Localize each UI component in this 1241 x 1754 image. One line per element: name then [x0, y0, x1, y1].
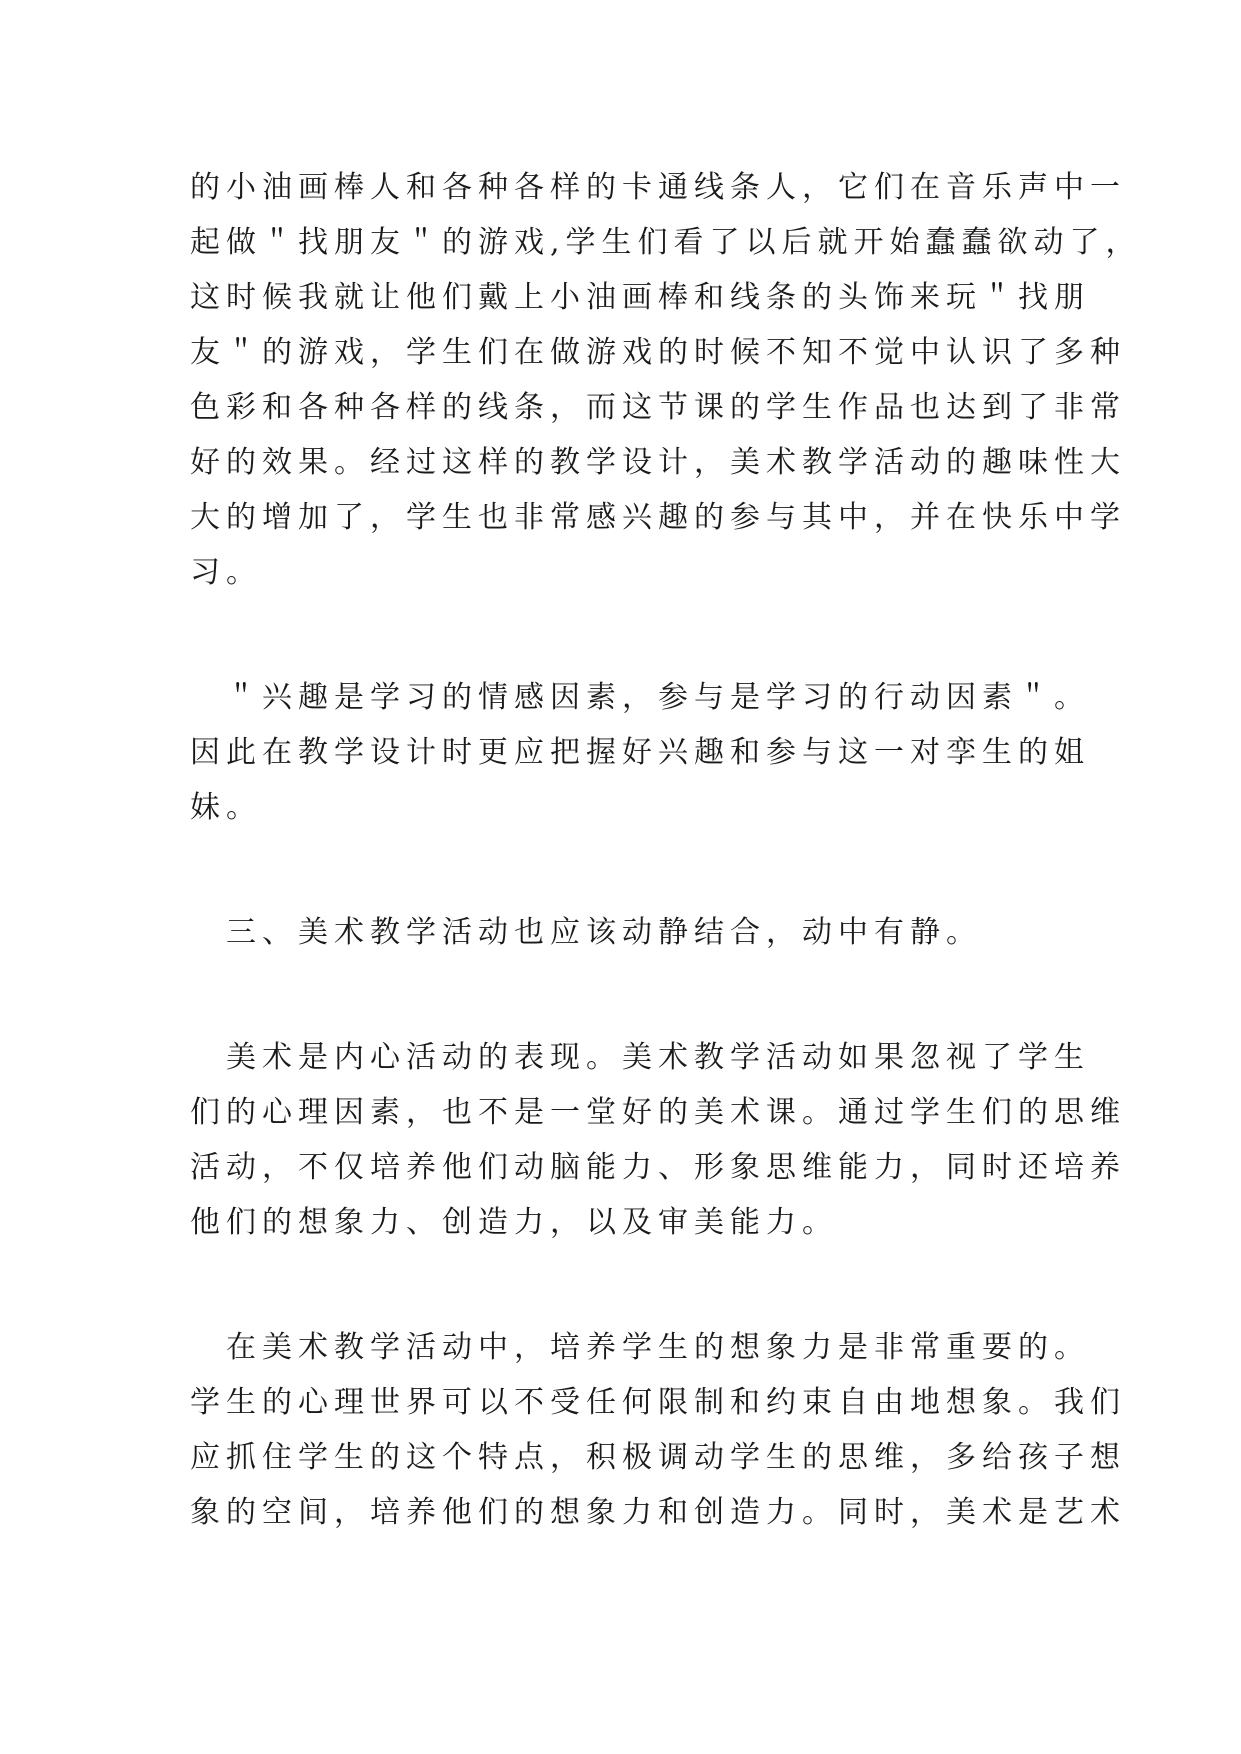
paragraph-1 — [190, 160, 1142, 600]
text-line: 在美术教学活动中，培养学生的想象力是非常重要的。 — [190, 1330, 1090, 1365]
text-line: 美术是内心活动的表现。美术教学活动如果忽视了学生 — [190, 1040, 1090, 1075]
paragraph-2 — [190, 670, 1090, 835]
text-line: 象的空间，培养他们的想象力和创造力。同时，美术是艺术 — [190, 1495, 1126, 1530]
text-line: 应抓住学生的这个特点，积极调动学生的思维，多给孩子想 — [190, 1440, 1126, 1475]
section-heading-3 — [190, 905, 1070, 960]
paragraph-spacer — [190, 600, 1070, 670]
text-line: 起做＂找朋友＂的游戏,学生们看了以后就开始蠢蠢欲动了， — [190, 225, 1142, 260]
text-line: 友＂的游戏，学生们在做游戏的时候不知不觉中认识了多种 — [190, 335, 1126, 370]
text-line: 色彩和各种各样的线条，而这节课的学生作品也达到了非常 — [190, 390, 1126, 425]
text-line: 他们的想象力、创造力，以及审美能力。 — [190, 1205, 838, 1240]
text-line: 习。 — [190, 555, 262, 590]
text-line: 活动，不仅培养他们动脑能力、形象思维能力，同时还培养 — [190, 1150, 1126, 1185]
text-line: 因此在教学设计时更应把握好兴趣和参与这一对孪生的姐 — [190, 735, 1090, 770]
text-line: 这时候我就让他们戴上小油画棒和线条的头饰来玩＂找朋 — [190, 280, 1090, 315]
text-line: 大的增加了，学生也非常感兴趣的参与其中，并在快乐中学 — [190, 500, 1126, 535]
text-line: 的小油画棒人和各种各样的卡通线条人，它们在音乐声中一 — [190, 170, 1126, 205]
paragraph-spacer — [190, 835, 1070, 905]
paragraph-spacer — [190, 1250, 1070, 1320]
paragraph-spacer — [190, 960, 1070, 1030]
paragraph-4 — [190, 1030, 1126, 1250]
section-heading: 三、美术教学活动也应该动静结合，动中有静。 — [190, 915, 982, 950]
text-line: 学生的心理世界可以不受任何限制和约束自由地想象。我们 — [190, 1385, 1126, 1420]
text-line: ＂兴趣是学习的情感因素，参与是学习的行动因素＂。 — [190, 680, 1090, 715]
text-line: 好的效果。经过这样的教学设计，美术教学活动的趣味性大 — [190, 445, 1126, 480]
text-line: 们的心理因素，也不是一堂好的美术课。通过学生们的思维 — [190, 1095, 1126, 1130]
paragraph-5 — [190, 1320, 1126, 1540]
text-line: 妹。 — [190, 790, 262, 825]
body-text — [190, 160, 1142, 1540]
